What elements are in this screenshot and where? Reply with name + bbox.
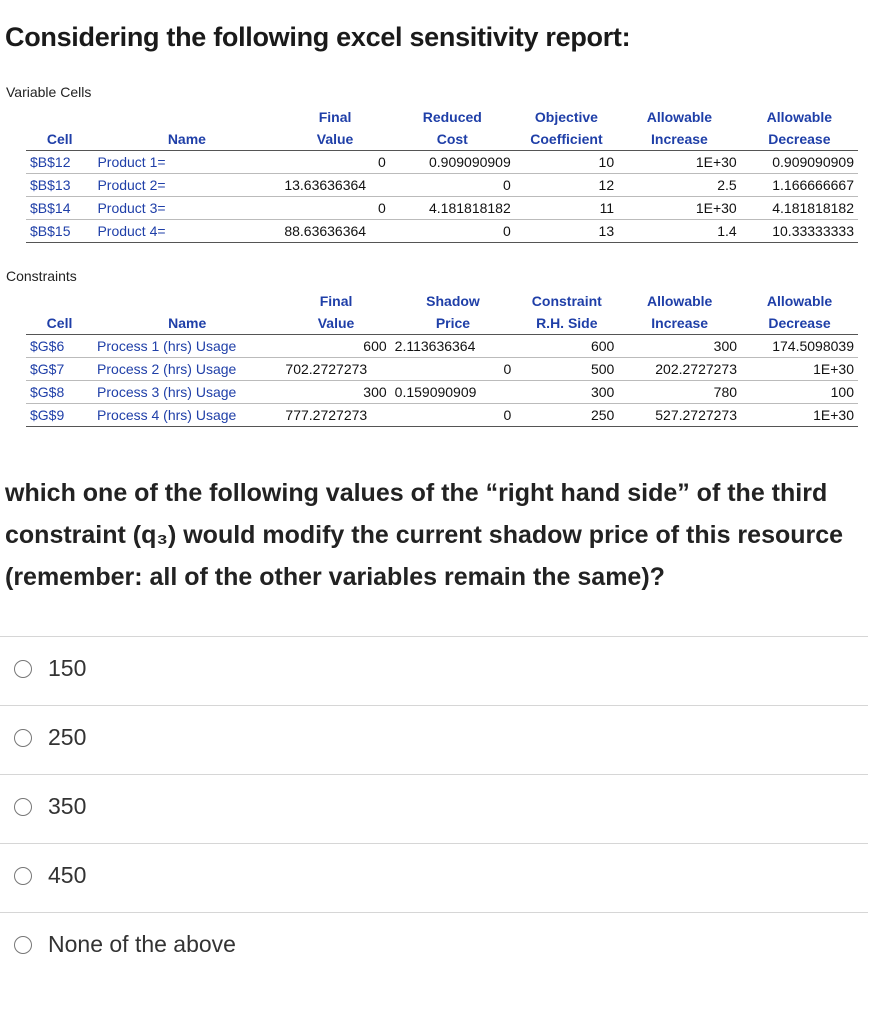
option-350[interactable] <box>0 774 868 843</box>
table-row <box>26 358 858 381</box>
header-cell: Reduced <box>422 109 482 125</box>
table-row <box>26 404 858 427</box>
objective-coefficient: 12 <box>515 174 618 197</box>
header-cell: Allowable <box>766 109 833 125</box>
allowable-increase: 300 <box>618 335 741 358</box>
reduced-cost: 0 <box>390 174 515 197</box>
option-label[interactable]: 450 <box>48 862 87 888</box>
header-cell: Value <box>281 312 390 335</box>
header-cell: Price <box>391 312 516 335</box>
allowable-increase: 1E+30 <box>618 197 741 220</box>
option-label[interactable]: 150 <box>48 655 87 681</box>
table-row <box>26 197 858 220</box>
cell-ref: $B$12 <box>26 151 93 174</box>
table-row <box>26 220 858 243</box>
table-row <box>26 174 858 197</box>
final-value: 702.2727273 <box>281 358 390 381</box>
header-cell: Final <box>318 109 352 125</box>
variable-cells-label: Variable Cells <box>6 84 92 100</box>
allowable-increase: 527.2727273 <box>618 404 741 427</box>
header-cell: Name <box>93 312 281 335</box>
header-cell: Allowable <box>646 293 713 309</box>
radio-button[interactable] <box>14 798 32 816</box>
header-cell: Decrease <box>741 128 858 151</box>
option-label[interactable]: 350 <box>48 793 87 819</box>
final-value: 777.2727273 <box>281 404 390 427</box>
shadow-price: 0.159090909 <box>391 381 516 404</box>
table-row <box>26 335 858 358</box>
cell-ref: $B$14 <box>26 197 93 220</box>
allowable-decrease: 174.5098039 <box>741 335 858 358</box>
page-title: Considering the following excel sensitivity report: <box>5 22 631 52</box>
radio-button[interactable] <box>14 867 32 885</box>
constraint-rhs: 500 <box>515 358 618 381</box>
constraints-table <box>26 290 858 427</box>
allowable-decrease: 100 <box>741 381 858 404</box>
allowable-decrease: 0.909090909 <box>741 151 858 174</box>
cell-ref: $G$6 <box>26 335 93 358</box>
option-none-of-the-above[interactable] <box>0 912 868 981</box>
header-cell <box>93 106 280 128</box>
final-value: 0 <box>280 197 389 220</box>
header-cell <box>93 290 281 312</box>
radio-button[interactable] <box>14 729 32 747</box>
option-label[interactable]: 250 <box>48 724 87 750</box>
allowable-increase: 2.5 <box>618 174 741 197</box>
allowable-decrease: 10.33333333 <box>741 220 858 243</box>
variable-cells-table <box>26 106 858 243</box>
header-cell <box>26 290 93 312</box>
reduced-cost: 4.181818182 <box>390 197 515 220</box>
cell-ref: $G$7 <box>26 358 93 381</box>
header-cell: Shadow <box>426 293 480 309</box>
header-cell: Value <box>280 128 389 151</box>
cell-ref: $G$8 <box>26 381 93 404</box>
constraint-rhs: 300 <box>515 381 618 404</box>
answer-options <box>0 636 868 981</box>
header-cell: Name <box>93 128 280 151</box>
final-value: 600 <box>281 335 390 358</box>
allowable-increase: 780 <box>618 381 741 404</box>
table-row <box>26 151 858 174</box>
final-value: 300 <box>281 381 390 404</box>
header-cell: Increase <box>618 128 741 151</box>
cell-name: Product 2= <box>93 174 280 197</box>
allowable-increase: 1E+30 <box>618 151 741 174</box>
allowable-decrease: 4.181818182 <box>741 197 858 220</box>
shadow-price: 0 <box>391 358 516 381</box>
header-cell: Decrease <box>741 312 858 335</box>
header-cell: Final <box>319 293 353 309</box>
allowable-increase: 1.4 <box>618 220 741 243</box>
option-label[interactable]: None of the above <box>48 931 236 957</box>
header-cell: Cost <box>390 128 515 151</box>
shadow-price: 2.113636364 <box>391 335 516 358</box>
option-150[interactable] <box>0 636 868 705</box>
reduced-cost: 0.909090909 <box>390 151 515 174</box>
cell-ref: $B$13 <box>26 174 93 197</box>
cell-name: Process 2 (hrs) Usage <box>93 358 281 381</box>
cell-name: Product 4= <box>93 220 280 243</box>
allowable-increase: 202.2727273 <box>618 358 741 381</box>
cell-ref: $G$9 <box>26 404 93 427</box>
constraint-rhs: 250 <box>515 404 618 427</box>
header-cell: Cell <box>26 128 93 151</box>
header-cell: Cell <box>26 312 93 335</box>
header-cell: Allowable <box>646 109 713 125</box>
allowable-decrease: 1E+30 <box>741 404 858 427</box>
radio-button[interactable] <box>14 660 32 678</box>
cell-name: Product 1= <box>93 151 280 174</box>
radio-button[interactable] <box>14 936 32 954</box>
final-value: 13.63636364 <box>280 174 389 197</box>
objective-coefficient: 10 <box>515 151 618 174</box>
header-cell: R.H. Side <box>515 312 618 335</box>
cell-name: Product 3= <box>93 197 280 220</box>
shadow-price: 0 <box>391 404 516 427</box>
cell-name: Process 4 (hrs) Usage <box>93 404 281 427</box>
objective-coefficient: 13 <box>515 220 618 243</box>
objective-coefficient: 11 <box>515 197 618 220</box>
constraint-rhs: 600 <box>515 335 618 358</box>
reduced-cost: 0 <box>390 220 515 243</box>
header-cell: Coefficient <box>515 128 618 151</box>
header-cell: Allowable <box>766 293 833 309</box>
header-cell: Objective <box>534 109 598 125</box>
header-cell: Constraint <box>531 293 602 309</box>
table-row <box>26 381 858 404</box>
cell-name: Process 1 (hrs) Usage <box>93 335 281 358</box>
cell-name: Process 3 (hrs) Usage <box>93 381 281 404</box>
header-cell: Increase <box>618 312 741 335</box>
final-value: 0 <box>280 151 389 174</box>
option-250[interactable] <box>0 705 868 774</box>
option-450[interactable] <box>0 843 868 912</box>
final-value: 88.63636364 <box>280 220 389 243</box>
constraints-label: Constraints <box>6 268 77 284</box>
cell-ref: $B$15 <box>26 220 93 243</box>
allowable-decrease: 1E+30 <box>741 358 858 381</box>
question-text: which one of the following values of the “right hand side” of the third constraint (q₃) would modify the current shadow price of this resource (remember: all of the other variables remain the same)? <box>5 479 844 591</box>
header-cell <box>26 106 93 128</box>
allowable-decrease: 1.166666667 <box>741 174 858 197</box>
